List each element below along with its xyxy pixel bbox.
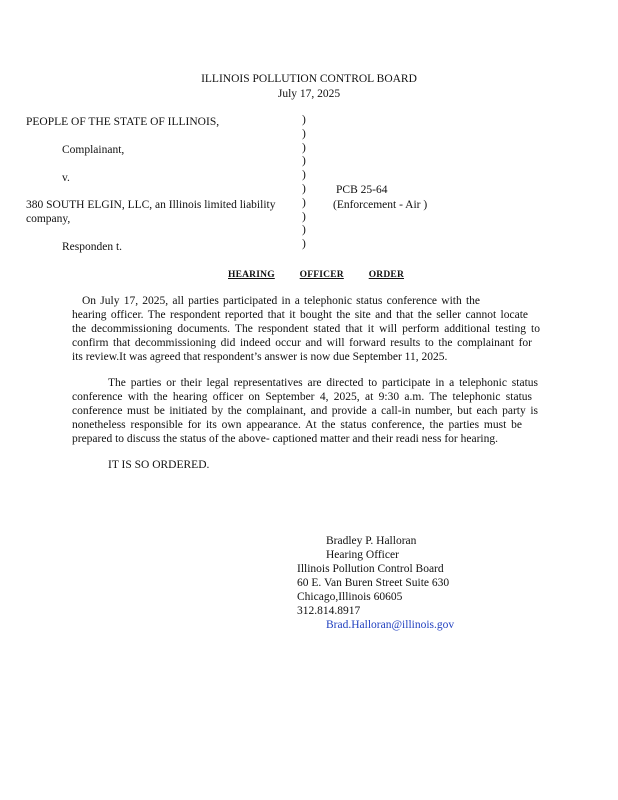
- caption-parentheses: [302, 114, 306, 252]
- case-type: (Enforcement - Air ): [333, 199, 428, 211]
- order-title-word3: ORDER: [368, 270, 405, 280]
- paren: ): [302, 196, 306, 209]
- signer-org: Illinois Pollution Control Board: [297, 563, 444, 575]
- signer-city: Chicago,Illinois 60605: [297, 591, 403, 603]
- signer-phone: 312.814.8917: [297, 605, 361, 617]
- signer-email-wrap: [326, 619, 454, 631]
- paragraph-1-line: hearing officer. The respondent reported that it bought the site and that the seller cannot locate: [72, 309, 528, 321]
- signer-name: Bradley P. Halloran: [326, 535, 417, 547]
- respondent-label: Responden t.: [62, 241, 123, 253]
- paragraph-2: [72, 376, 538, 446]
- paragraph-2-line: conference must be initiated by the complainant, and provide a call-in number, but each party is: [72, 405, 538, 417]
- paragraph-1-line: confirm that decommissioning did indeed occur and will forward results to the complainant for: [72, 337, 532, 349]
- complainant-label: Complainant,: [62, 144, 125, 156]
- paren: ): [302, 169, 306, 182]
- paren: ): [302, 155, 306, 168]
- versus-label: v.: [62, 172, 70, 184]
- plaintiff-name: PEOPLE OF THE STATE OF ILLINOIS,: [26, 116, 220, 128]
- paragraph-1-line: its review.It was agreed that respondent’s answer is now due September 11, 2025.: [72, 351, 448, 363]
- respondent-name-line1: 380 SOUTH ELGIN, LLC, an Illinois limited liability: [26, 199, 276, 211]
- so-ordered: IT IS SO ORDERED.: [108, 459, 210, 471]
- paren: ): [302, 114, 306, 126]
- paren: ): [302, 182, 306, 195]
- signer-email-link[interactable]: Brad.Halloran@illinois.gov: [326, 619, 455, 631]
- agency-name: ILLINOIS POLLUTION CONTROL BOARD: [201, 73, 417, 85]
- signer-title: Hearing Officer: [326, 549, 399, 561]
- paragraph-1: [72, 294, 540, 364]
- paren: ): [302, 127, 306, 140]
- paren: ): [302, 210, 306, 223]
- paragraph-2-line: nonetheless responsible for its own appearance. At the status conference, the parties must be: [72, 419, 522, 431]
- paragraph-1-line: the decommissioning documents. The respondent stated that it will perform additional testing to: [72, 323, 540, 335]
- paragraph-1-line: On July 17, 2025, all parties participated in a telephonic status conference with the: [82, 295, 480, 307]
- order-date: July 17, 2025: [277, 88, 341, 100]
- signer-address: 60 E. Van Buren Street Suite 630: [297, 577, 450, 589]
- paragraph-2-line: The parties or their legal representatives are directed to participate in a telephonic status: [108, 377, 538, 389]
- paragraph-2-line: prepared to discuss the status of the above- captioned matter and their readi ness for hearing.: [72, 433, 498, 445]
- order-title: [228, 268, 404, 280]
- order-title-word1: HEARING: [228, 270, 275, 280]
- paren: ): [302, 141, 306, 154]
- paragraph-2-line: conference with the hearing officer on September 4, 2025, at 9:30 a.m. The telephonic status: [72, 391, 532, 403]
- respondent-name-line2: company,: [26, 213, 71, 225]
- paren: ): [302, 238, 306, 251]
- order-title-word2: OFFICER: [299, 270, 344, 280]
- case-number: PCB 25-64: [336, 184, 388, 196]
- paren: ): [302, 224, 306, 237]
